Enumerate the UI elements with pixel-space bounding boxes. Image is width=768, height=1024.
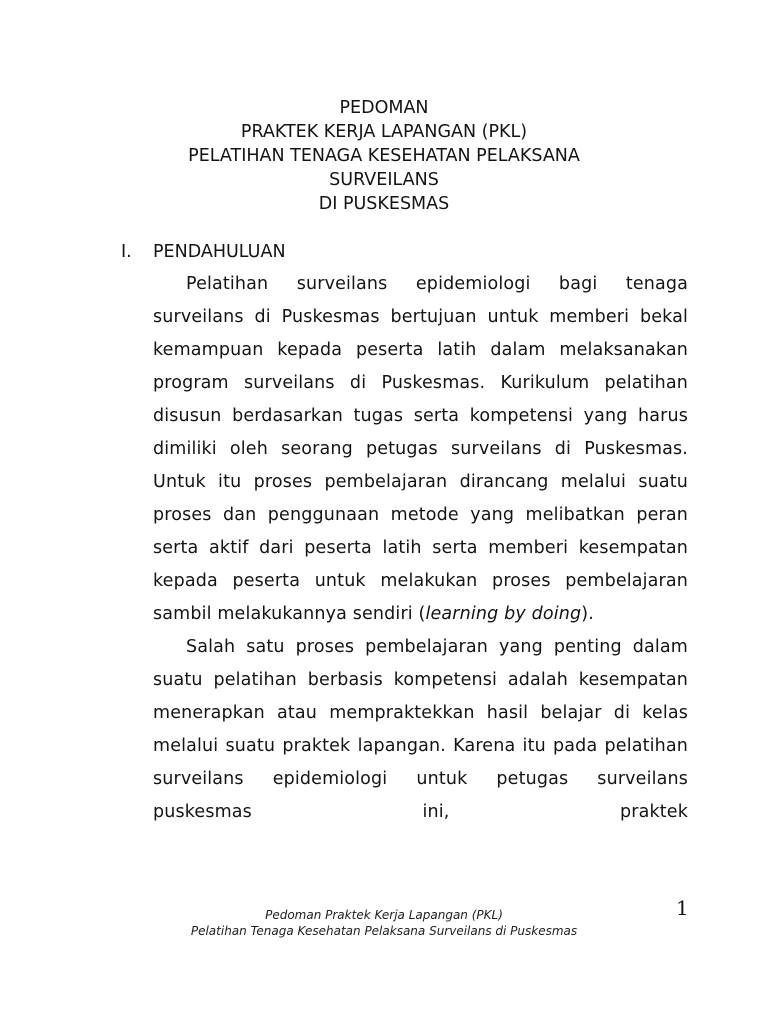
title-line-2: PRAKTEK KERJA LAPANGAN (PKL) <box>240 122 528 142</box>
page-footer <box>0 907 768 939</box>
paragraph-2-text: Salah satu proses pembelajaran yang penting dalam suatu pelatihan berbasis kompetensi adalah kesempatan menerapkan atau mempraktekkan hasil belajar di kelas melalui suatu praktek lapangan. Karena itu pada pelatihan surveilans epidemiologi untuk petugas surveilans puskesmas ini, praktek <box>153 637 688 822</box>
page-number: 1 <box>676 896 689 920</box>
title-line-4: SURVEILANS <box>329 170 439 190</box>
title-line-3: PELATIHAN TENAGA KESEHATAN PELAKSANA <box>188 146 580 166</box>
section-title: PENDAHULUAN <box>153 242 286 262</box>
footer-line-2: Pelatihan Tenaga Kesehatan Pelaksana Surveilans di Puskesmas <box>190 924 578 938</box>
body-text <box>153 268 688 829</box>
footer-line-1: Pedoman Praktek Kerja Lapangan (PKL) <box>265 908 503 922</box>
paragraph-1-text-end: ). <box>581 604 594 624</box>
section-number: I. <box>121 242 132 262</box>
paragraph-2 <box>153 631 688 829</box>
paragraph-1-text: Pelatihan surveilans epidemiologi bagi tenaga surveilans di Puskesmas bertujuan untuk memberi bekal kemampuan kepada peserta latih dalam melaksanakan program surveilans di Puskesmas. Kurikulum pelatihan disusun berdasarkan tugas serta kompetensi yang harus dimiliki oleh seorang petugas surveilans di Puskesmas. Untuk itu proses pembelajaran dirancang melalui suatu proses dan penggunaan metode yang melibatkan peran serta aktif dari peserta latih serta memberi kesempatan kepada peserta untuk melakukan proses pembelajaran sambil melakukannya sendiri ( <box>153 274 688 624</box>
section-heading <box>121 238 286 266</box>
paragraph-1 <box>153 268 688 631</box>
title-line-1: PEDOMAN <box>339 98 429 118</box>
document-title <box>0 96 768 216</box>
title-line-5: DI PUSKESMAS <box>318 194 450 214</box>
paragraph-1-emphasis: learning by doing <box>425 604 582 624</box>
